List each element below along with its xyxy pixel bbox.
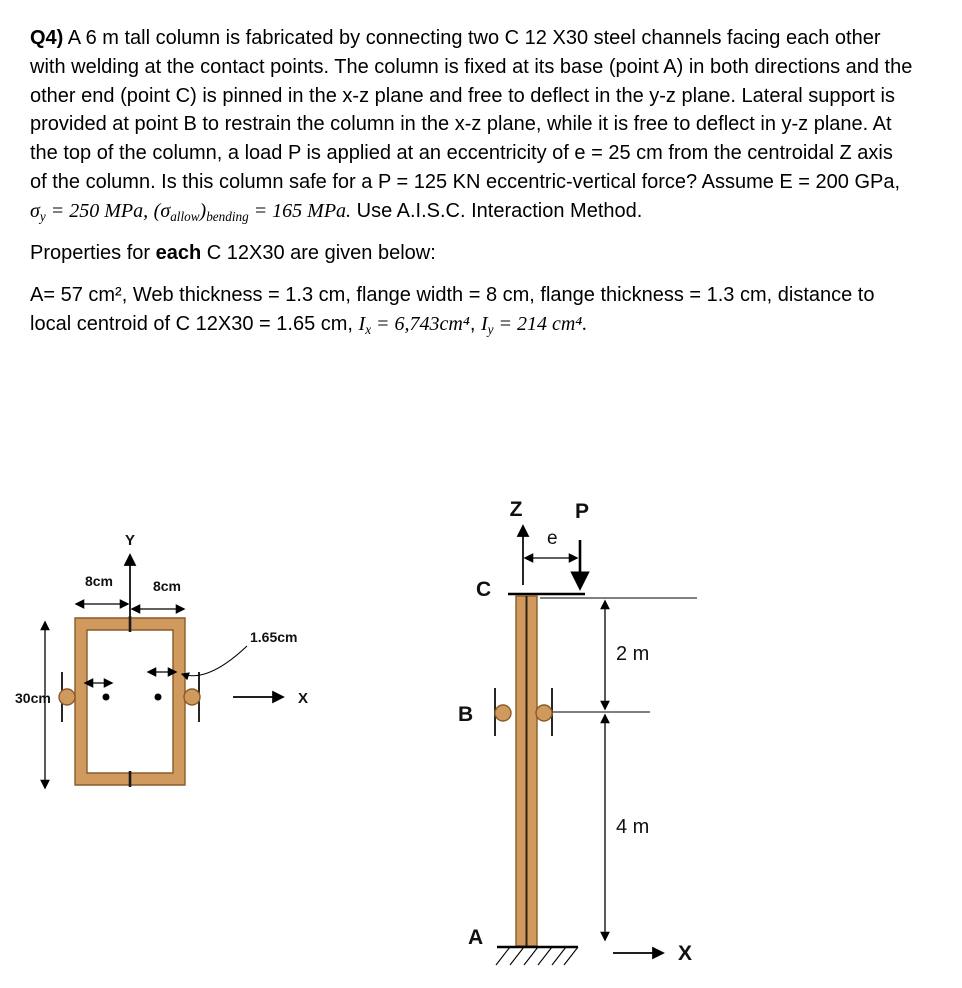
- left-channel-centroid-dot: [103, 694, 110, 701]
- centroid-offset-leader-arrow: [182, 646, 247, 676]
- flange-dimension-right-label: 8cm: [152, 578, 182, 594]
- centroid-offset-label: 1.65cm: [250, 629, 298, 645]
- load-p-label: P: [575, 500, 590, 523]
- b-support-right-roller: [536, 705, 552, 721]
- problem-statement: [30, 24, 914, 226]
- Ix-subscript: x: [365, 321, 372, 337]
- sigma-y-value: = 250 MPa,: [45, 199, 149, 222]
- ground-hatching: [496, 947, 578, 965]
- hatch-line: [496, 947, 510, 965]
- upper-dimension-label: 2 m: [616, 643, 650, 665]
- height-dimension-label: 30cm: [15, 690, 51, 706]
- eccentricity-label: e: [547, 528, 558, 549]
- hatch-line: [564, 947, 578, 965]
- properties-intro-a: Properties for: [30, 242, 156, 264]
- sigma-allow-open: (σ: [153, 199, 171, 222]
- hatch-line: [510, 947, 524, 965]
- right-weld-circle: [184, 689, 200, 705]
- properties-intro-each: each: [155, 242, 202, 264]
- hatch-line: [538, 947, 552, 965]
- z-axis-label: Z: [509, 498, 523, 521]
- sigma-allow-value: = 165 MPa.: [248, 199, 352, 222]
- cross-section-figure: [15, 485, 335, 815]
- point-a-label: A: [468, 926, 484, 949]
- lower-dimension-label: 4 m: [616, 816, 650, 838]
- Iy-value: = 214 cm⁴.: [493, 312, 588, 335]
- x-axis-label: X: [298, 690, 309, 707]
- Ix-value: = 6,743cm⁴: [371, 312, 470, 335]
- hatch-line: [552, 947, 566, 965]
- hatch-line: [524, 947, 538, 965]
- left-weld-circle: [59, 689, 75, 705]
- sigma-y-symbol: σ: [30, 199, 40, 222]
- right-channel-centroid-dot: [155, 694, 162, 701]
- point-c-label: C: [476, 578, 492, 601]
- sigma-allow-subscript: allow: [170, 209, 200, 224]
- question-label: Q4): [30, 27, 64, 49]
- Iy-symbol: I: [480, 312, 488, 335]
- x-axis-label: X: [678, 942, 693, 965]
- properties-intro: [30, 239, 914, 268]
- properties-intro-b: C 12X30 are given below:: [201, 242, 436, 264]
- Iy-subscript: y: [487, 321, 494, 337]
- channel-box-section: [75, 618, 185, 785]
- properties-detail: [30, 281, 914, 339]
- text-block: [30, 24, 914, 352]
- sigma-allow-close: ): [199, 199, 207, 222]
- sigma-y-subscript: y: [39, 209, 46, 224]
- method-text: Use A.I.S.C. Interaction Method.: [351, 199, 643, 222]
- y-axis-label: Y: [124, 532, 136, 549]
- separator: ,: [469, 312, 481, 335]
- Ix-symbol: I: [358, 312, 366, 335]
- flange-dimension-left-label: 8cm: [84, 573, 114, 589]
- properties-detail-text: A= 57 cm², Web thickness = 1.3 cm, flange width = 8 cm, flange thickness = 1.3 cm, distance to local centroid of C 12X30 = 1.65 cm,: [30, 283, 875, 335]
- problem-body: A 6 m tall column is fabricated by connecting two C 12 X30 steel channels facing each other with welding at the contact points. The column is fixed at its base (point A) in both directions and the other end (point C) is pinned in the x-z plane and free to deflect in the y-z plane. Lateral support is provided at point B to restrain the column in the x-z plane, while it is free to deflect in y-z plane. At the top of the column, a load P is applied at an eccentricity of e = 25 cm from the centroidal Z axis of the column. Is this column safe for a P = 125 KN eccentric-vertical force? Assume E = 200 GPa,: [30, 27, 913, 193]
- b-support-left-roller: [495, 705, 511, 721]
- elevation-figure: [420, 488, 720, 988]
- sigma-bending-subscript: bending: [206, 209, 249, 224]
- point-b-label: B: [458, 703, 474, 726]
